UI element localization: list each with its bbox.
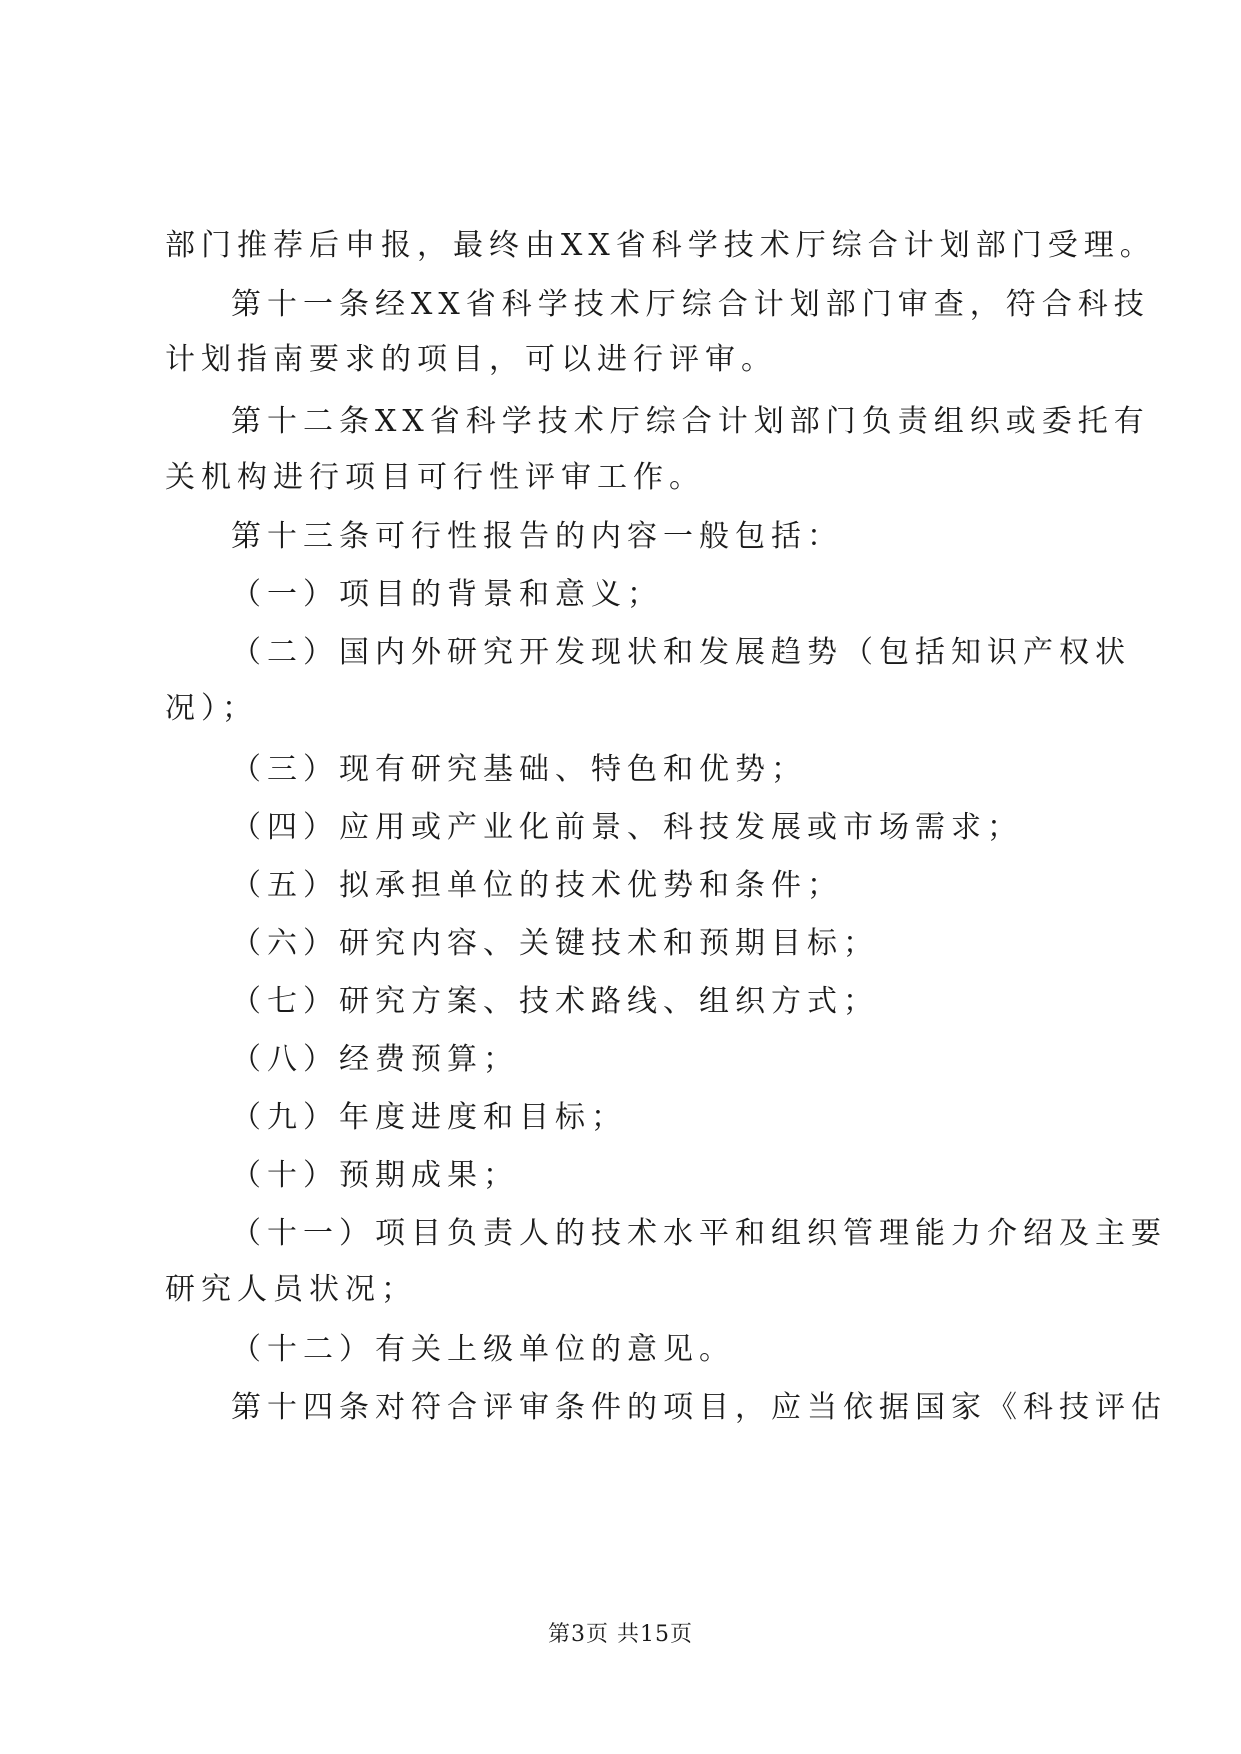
text-line: （五）拟承担单位的技术优势和条件；: [231, 868, 843, 903]
text-line: 部门推荐后申报，最终由XX省科学技术厅综合计划部门受理。: [165, 228, 1156, 263]
text-line: （三）现有研究基础、特色和优势；: [231, 752, 807, 787]
text-line: （一）项目的背景和意义；: [231, 577, 663, 612]
text-line: 研究人员状况；: [165, 1272, 417, 1307]
text-line: 第十二条XX省科学技术厅综合计划部门负责组织或委托有: [231, 404, 1150, 439]
text-line: 第十四条对符合评审条件的项目，应当依据国家《科技评估: [231, 1390, 1167, 1425]
text-line: （十）预期成果；: [231, 1158, 519, 1193]
text-line: （十二）有关上级单位的意见。: [231, 1332, 735, 1367]
text-line: 关机构进行项目可行性评审工作。: [165, 460, 705, 495]
text-line: 第十一条经XX省科学技术厅综合计划部门审查，符合科技: [231, 287, 1150, 322]
text-line: 计划指南要求的项目，可以进行评审。: [165, 342, 777, 377]
text-line: （七）研究方案、技术路线、组织方式；: [231, 984, 879, 1019]
text-line: （二）国内外研究开发现状和发展趋势（包括知识产权状: [231, 635, 1131, 670]
text-line: 第十三条可行性报告的内容一般包括：: [231, 519, 843, 554]
text-line: （十一）项目负责人的技术水平和组织管理能力介绍及主要: [231, 1216, 1167, 1251]
text-line: （九）年度进度和目标；: [231, 1100, 627, 1135]
text-line: （六）研究内容、关键技术和预期目标；: [231, 926, 879, 961]
text-line: 况）；: [165, 691, 258, 726]
text-line: （四）应用或产业化前景、科技发展或市场需求；: [231, 810, 1023, 845]
text-line: （八）经费预算；: [231, 1042, 519, 1077]
page-number-footer: 第3页 共15页: [548, 1622, 693, 1647]
